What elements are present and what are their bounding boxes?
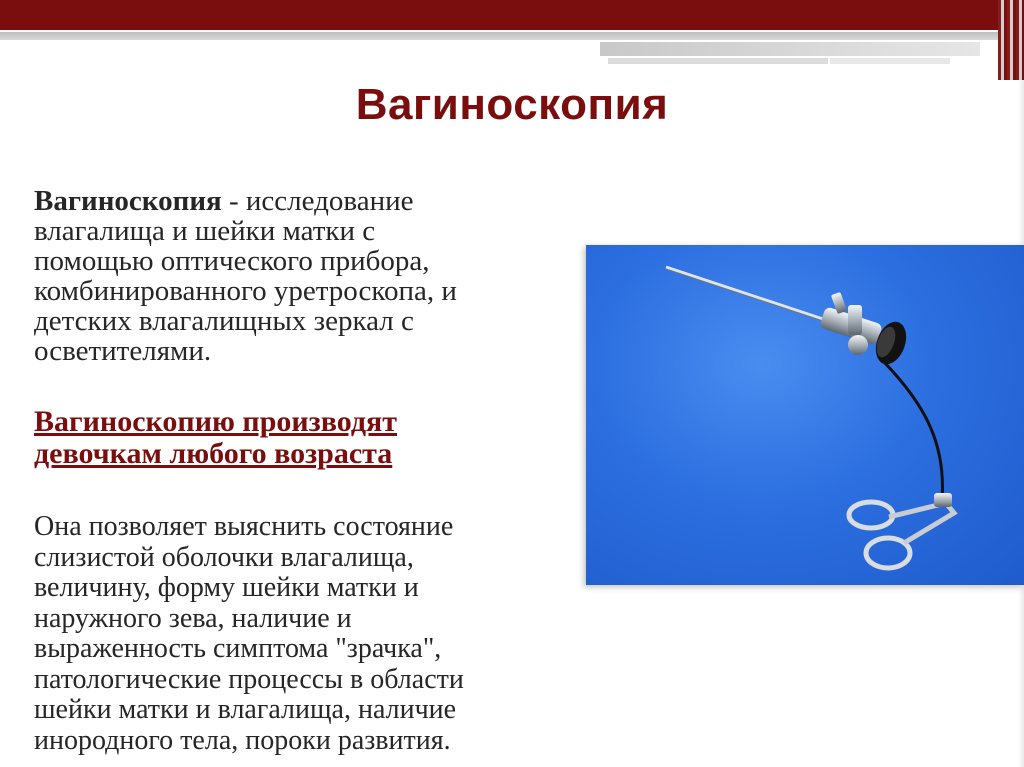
header-stripe-accent [600, 42, 980, 56]
header-stripe-line-2 [830, 58, 950, 64]
header-stripe-line [608, 58, 828, 64]
vaginoscope-illustration [586, 245, 1024, 585]
instrument-shaft [666, 267, 841, 325]
definition-line: влагалища и шейки матки с [34, 215, 376, 247]
highlight-line: Вагиноскопию производят [34, 405, 397, 438]
instrument-cable [882, 360, 943, 500]
corner-decoration [998, 0, 1024, 80]
description-line: инородного тела, пороки развития. [34, 724, 451, 756]
handle-arms [889, 503, 954, 543]
definition-line: осветителями. [34, 335, 212, 367]
handle-joint [934, 493, 952, 507]
description-line: выраженность симптома "зрачка", [34, 633, 442, 664]
definition-line: детских влагалищных зеркал с [34, 305, 414, 337]
description-line: Она позволяет выяснить состояние [34, 511, 454, 542]
instrument-shaft-shadow [666, 269, 841, 327]
slide-title: Вагиноскопия [355, 80, 669, 129]
definition-line: помощью оптического прибора, [34, 245, 430, 277]
description-line: величину, форму шейки матки и [34, 572, 419, 603]
description-line: шейки матки и влагалища, наличие [34, 694, 457, 725]
instrument-port [848, 305, 862, 335]
definition-term: Вагиноскопия [34, 185, 222, 217]
highlight-line: девочкам любого возраста [34, 437, 393, 470]
instrument-knob [848, 335, 868, 355]
description-line: патологические процессы в области [34, 663, 464, 695]
highlight-statement [34, 406, 594, 470]
definition-paragraph [34, 186, 594, 366]
header-stripe [0, 32, 1000, 40]
handle-ring-lower [866, 538, 910, 568]
definition-line: комбинированного уретроскопа, и [34, 275, 457, 307]
description-line: слизистой оболочки влагалища, [34, 541, 414, 573]
handle-ring-upper [849, 502, 893, 528]
description-paragraph [34, 512, 594, 756]
description-line: наружного зева, наличие и [34, 602, 352, 634]
definition-line: - исследование [221, 185, 414, 217]
vaginoscope-photo [586, 245, 1024, 585]
header-bar [0, 0, 1000, 30]
